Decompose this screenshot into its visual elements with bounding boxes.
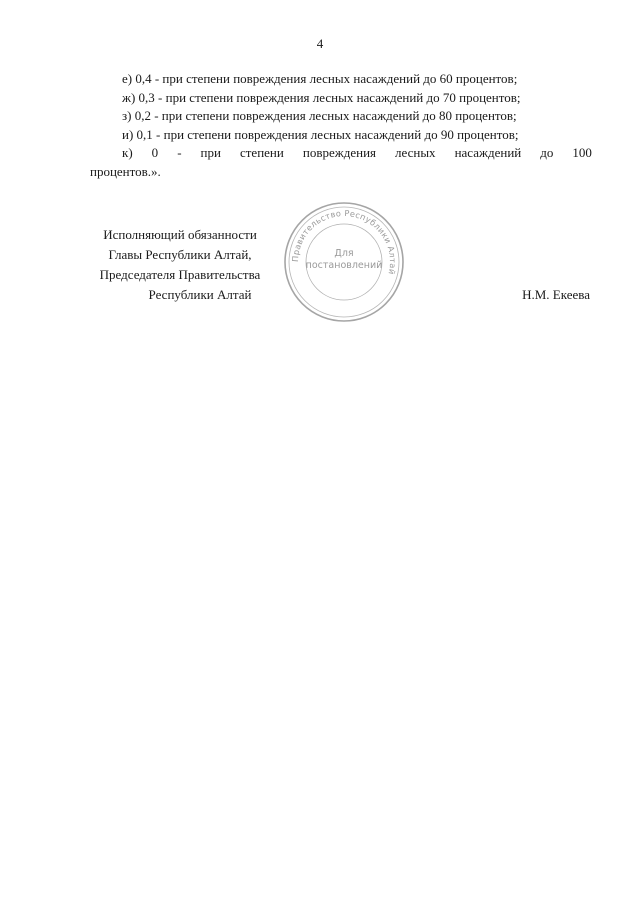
list-item-k-word: к) <box>122 145 133 160</box>
signatory-title-line: Республики Алтай <box>148 287 252 302</box>
stamp-ring-text: Правительство Республики Алтай <box>289 207 399 276</box>
list-item-zh: ж) 0,3 - при степени повреждения лесных насаждений до 70 процентов; <box>122 89 521 105</box>
list-item-k-word: до <box>540 145 554 160</box>
list-item-k-continuation: процентов.». <box>90 163 161 179</box>
coefficient-list <box>90 70 592 181</box>
list-item-k-word: 100 <box>572 145 592 160</box>
list-item-z: з) 0,2 - при степени повреждения лесных насаждений до 80 процентов; <box>122 108 517 123</box>
list-item-k-word: 0 <box>151 145 159 160</box>
list-item-k-word: лесных <box>395 145 436 160</box>
list-item-k-word: насаждений <box>454 145 522 160</box>
list-item-k-word: повреждения <box>302 145 376 160</box>
list-item-i: и) 0,1 - при степени повреждения лесных насаждений до 90 процентов; <box>122 126 519 142</box>
list-item-k <box>90 144 592 163</box>
signatory-title <box>80 225 280 305</box>
stamp-center-line: Для <box>334 248 354 259</box>
signatory-title-line: Главы Республики Алтай, <box>108 247 252 262</box>
list-item-k-word: при <box>200 145 221 160</box>
official-stamp <box>282 200 406 324</box>
page-number: 4 <box>316 36 324 51</box>
signatory-title-line: Исполняющий обязанности <box>103 227 257 242</box>
list-item-e: е) 0,4 - при степени повреждения лесных насаждений до 60 процентов; <box>122 71 518 86</box>
list-item-k-word: - <box>177 145 182 160</box>
signatory-name: Н.М. Екеева <box>522 287 590 302</box>
stamp-center-line: постановлений <box>305 260 383 271</box>
list-item-k-word: степени <box>239 145 284 160</box>
signatory-title-line: Председателя Правительства <box>99 267 261 282</box>
